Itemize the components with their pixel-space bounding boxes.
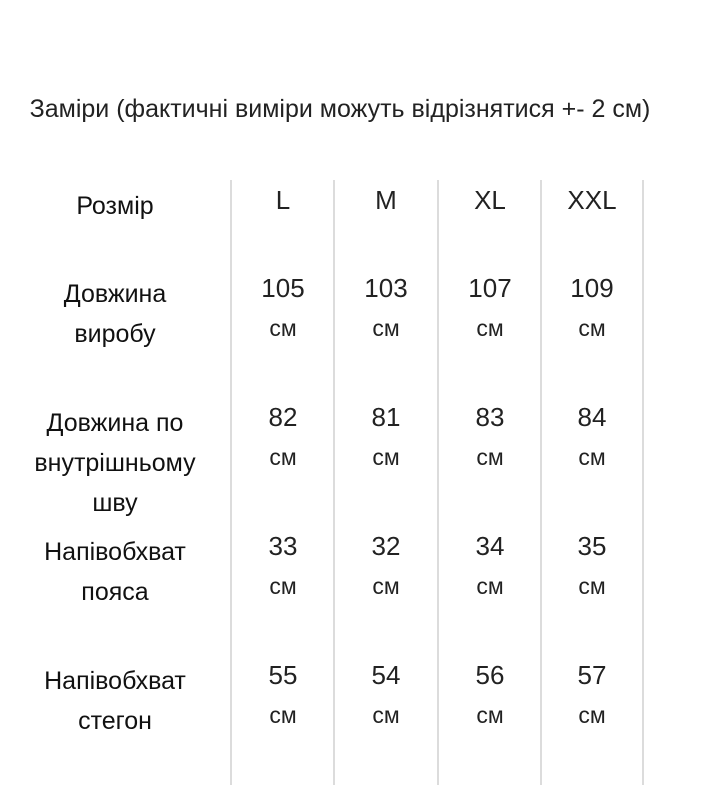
value-cell: 103 см: [364, 273, 408, 341]
value-cell: 32 см: [371, 531, 401, 599]
value-cell: 82 см: [268, 402, 298, 470]
value-cell: 54 см: [371, 660, 401, 728]
size-header-label: Розмір: [76, 192, 154, 220]
value-cell: 35 см: [577, 531, 607, 599]
value-cell: 84 см: [577, 402, 607, 470]
size-m: M: [375, 185, 397, 215]
value-cell: 105 см: [261, 273, 305, 341]
size-xxl: XXL: [567, 185, 617, 215]
value-cell: 33 см: [268, 531, 298, 599]
row-label-inseam: Довжина по внутрішньому шву: [34, 409, 196, 517]
value-cell: 107 см: [468, 273, 512, 341]
value-cell: 55 см: [268, 660, 298, 728]
value-cell: 109 см: [570, 273, 614, 341]
value-cell: 56 см: [475, 660, 505, 728]
value-cell: 83 см: [475, 402, 505, 470]
value-cell: 57 см: [577, 660, 607, 728]
value-cell: 81 см: [371, 402, 401, 470]
size-xl: XL: [474, 185, 506, 215]
row-label-waist: Напівобхват пояса: [44, 538, 186, 606]
table-title: Заміри (фактичні виміри можуть відрізнятися +- 2 см): [29, 95, 651, 123]
row-label-length: Довжина виробу: [63, 280, 167, 348]
row-label-hips: Напівобхват стегон: [44, 667, 186, 735]
size-l: L: [275, 185, 291, 215]
value-cell: 34 см: [475, 531, 505, 599]
